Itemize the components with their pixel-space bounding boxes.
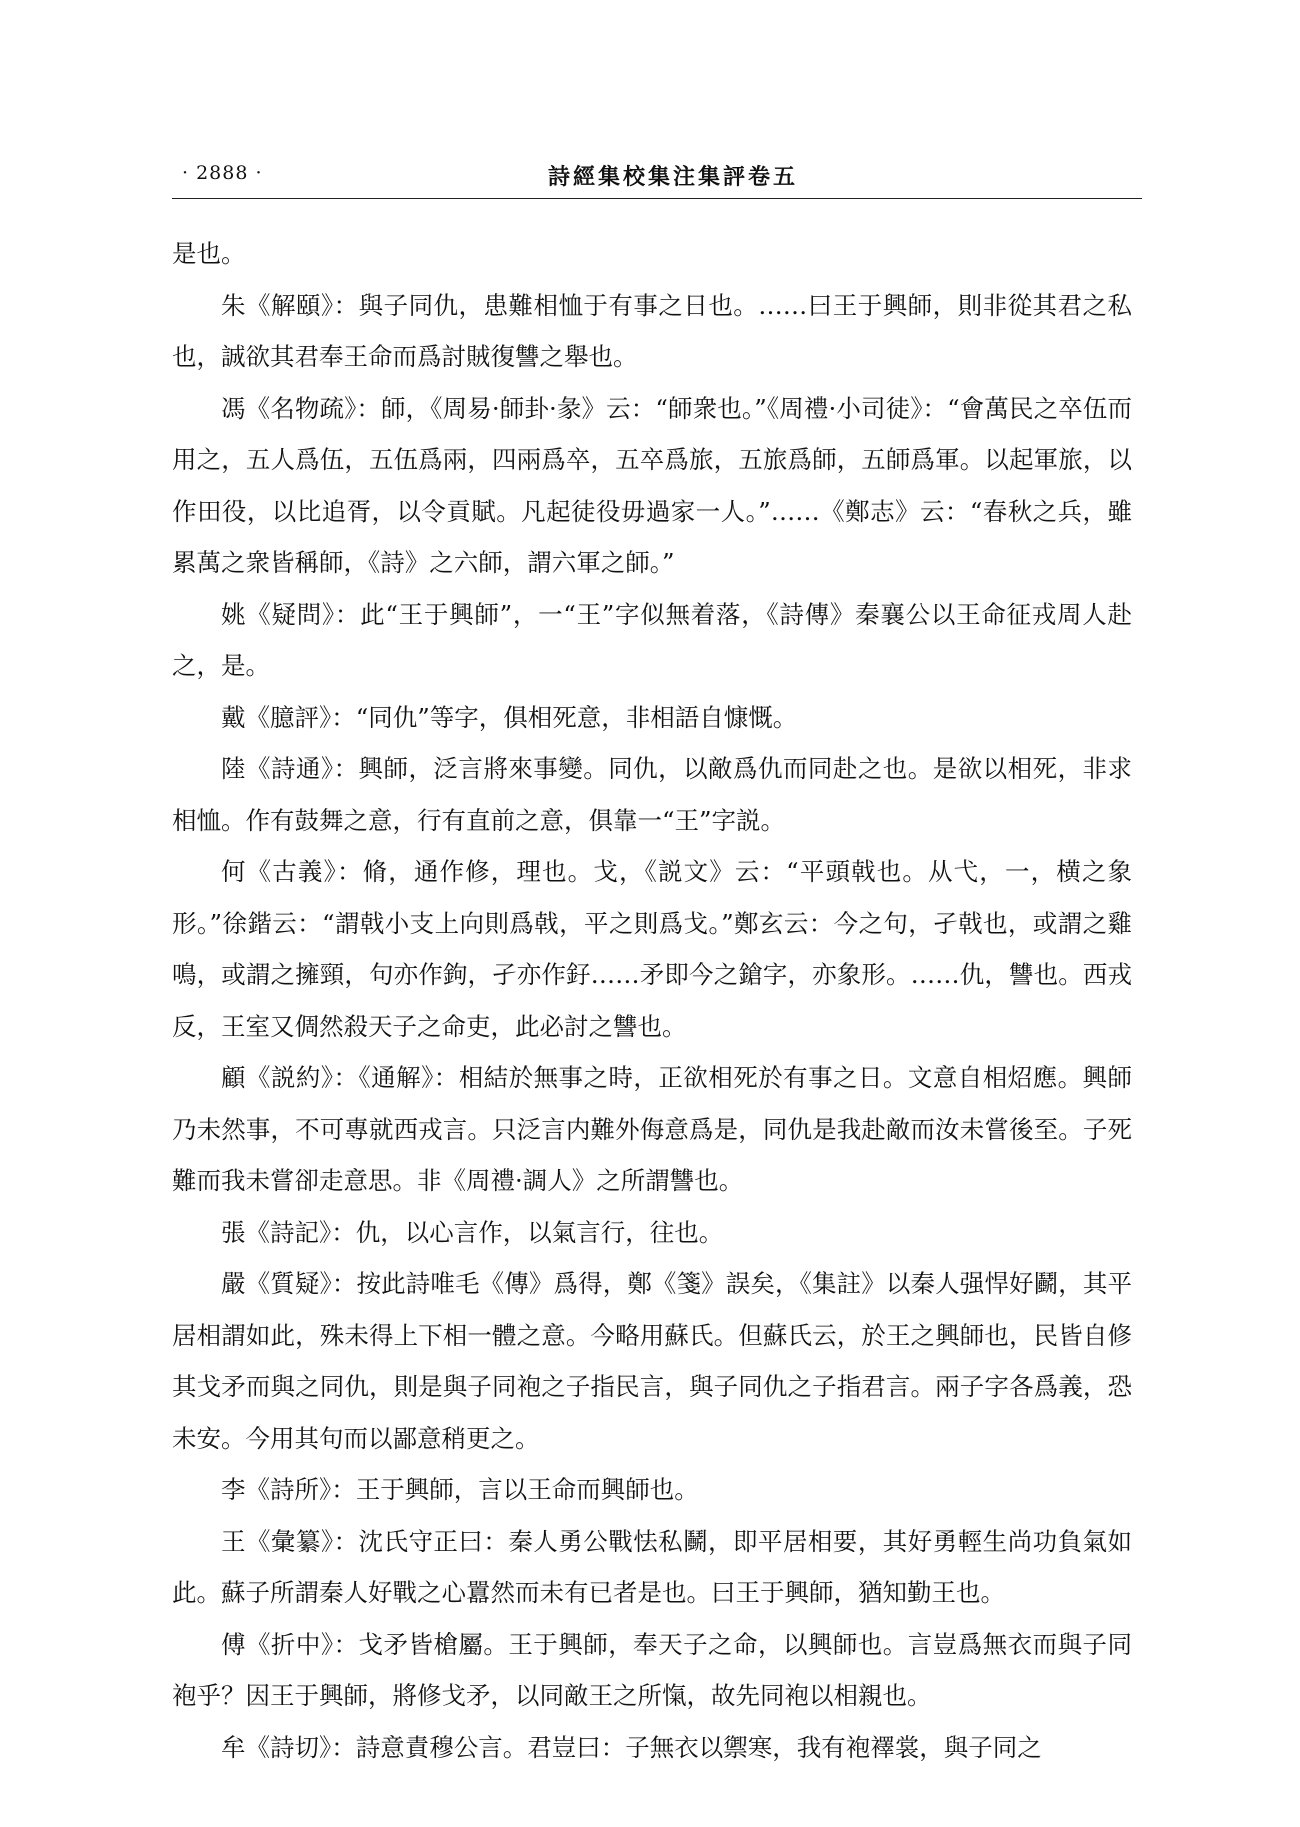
paragraph-fu-zhezhong: 傅《折中》：戈矛皆槍屬。王于興師，奉天子之命，以興師也。言豈爲無衣而與子同袍乎？因王于興師，將修戈矛，以同敵王之所愾，故先同袍以相親也。 [172, 1629, 1132, 1710]
paragraph-yao-yiwen: 姚《疑問》：此“王于興師”，一“王”字似無着落，《詩傳》秦襄公以王命征戎周人赴之，是。 [172, 599, 1132, 680]
paragraph-mou-shiqie: 牟《詩切》：詩意責穆公言。君豈曰：子無衣以禦寒，我有袍襗裳，與子同之 [221, 1732, 1042, 1762]
paragraph-zhang-shiji: 張《詩記》：仇，以心言作，以氣言行，往也。 [221, 1217, 724, 1247]
body-text [172, 228, 1132, 1773]
page-number: · 2888 · [182, 162, 263, 184]
paragraph-yan-zhiyi: 嚴《質疑》：按此詩唯毛《傳》爲得，鄭《箋》誤矣，《集註》以秦人强悍好鬬，其平居相謂如此，殊未得上下相一體之意。今略用蘇氏。但蘇氏云，於王之興師也，民皆自修其戈矛而與之同仇，則是與子同袍之子指民言，與子同仇之子指君言。兩子字各爲義，恐未安。今用其句而以鄙意稍更之。 [172, 1269, 1132, 1453]
paragraph-continuation: 是也。 [172, 239, 246, 268]
paragraph-dai-yiping: 戴《臆評》：“同仇”等字，俱相死意，非相語自慷慨。 [221, 702, 798, 732]
paragraph-li-shisuo: 李《詩所》：王于興師，言以王命而興師也。 [221, 1475, 699, 1504]
page-header [172, 152, 1142, 192]
paragraph-feng-mingwushu: 馮《名物疏》：師，《周易·師卦·彖》云：“師衆也。”《周禮·小司徒》：“會萬民之卒伍而用之，五人爲伍，五伍爲兩，四兩爲卒，五卒爲旅，五旅爲師，五師爲軍。以起軍旅，以作田役，以比追胥，以令貢賦。凡起徒役毋過家一人。”……《鄭志》云：“春秋之兵，雖累萬之衆皆稱師，《詩》之六師，謂六軍之師。” [172, 393, 1132, 577]
paragraph-wang-huizuan: 王《彙纂》：沈氏守正曰：秦人勇公戰怯私鬭，即平居相要，其好勇輕生尚功負氣如此。蘇子所謂秦人好戰之心囂然而未有已者是也。曰王于興師，猶知勤王也。 [172, 1526, 1132, 1607]
paragraph-gu-shuoyue: 顧《説約》：《通解》：相結於無事之時，正欲相死於有事之日。文意自相炤應。興師乃未然事，不可專就西戎言。只泛言内難外侮意爲是，同仇是我赴敵而汝未嘗後至。子死難而我未嘗卻走意思。非《周禮·調人》之所謂讐也。 [172, 1063, 1132, 1195]
paragraph-he-guyi: 何《古義》：脩，通作修，理也。戈，《説文》云：“平頭戟也。从弋，一，横之象形。”徐鍇云：“謂戟小支上向則爲戟，平之則爲戈。”鄭玄云：今之句，孑戟也，或謂之雞鳴，或謂之擁頸，句亦作鉤，孑亦作釨……矛即今之鎗字，亦象形。……仇，讐也。西戎反，王室又倜然殺天子之命吏，此必討之讐也。 [172, 857, 1132, 1041]
running-title: 詩經集校集注集評卷五 [548, 164, 799, 190]
header-rule [172, 198, 1142, 199]
paragraph-lu-shitong: 陸《詩通》：興師，泛言將來事變。同仇，以敵爲仇而同赴之也。是欲以相死，非求相恤。作有鼓舞之意，行有直前之意，俱靠一“王”字説。 [172, 754, 1132, 835]
paragraph-zhu-jieyi: 朱《解頤》：與子同仇，患難相恤于有事之日也。……曰王于興師，則非從其君之私也，誠欲其君奉王命而爲討賊復讐之舉也。 [172, 290, 1132, 371]
